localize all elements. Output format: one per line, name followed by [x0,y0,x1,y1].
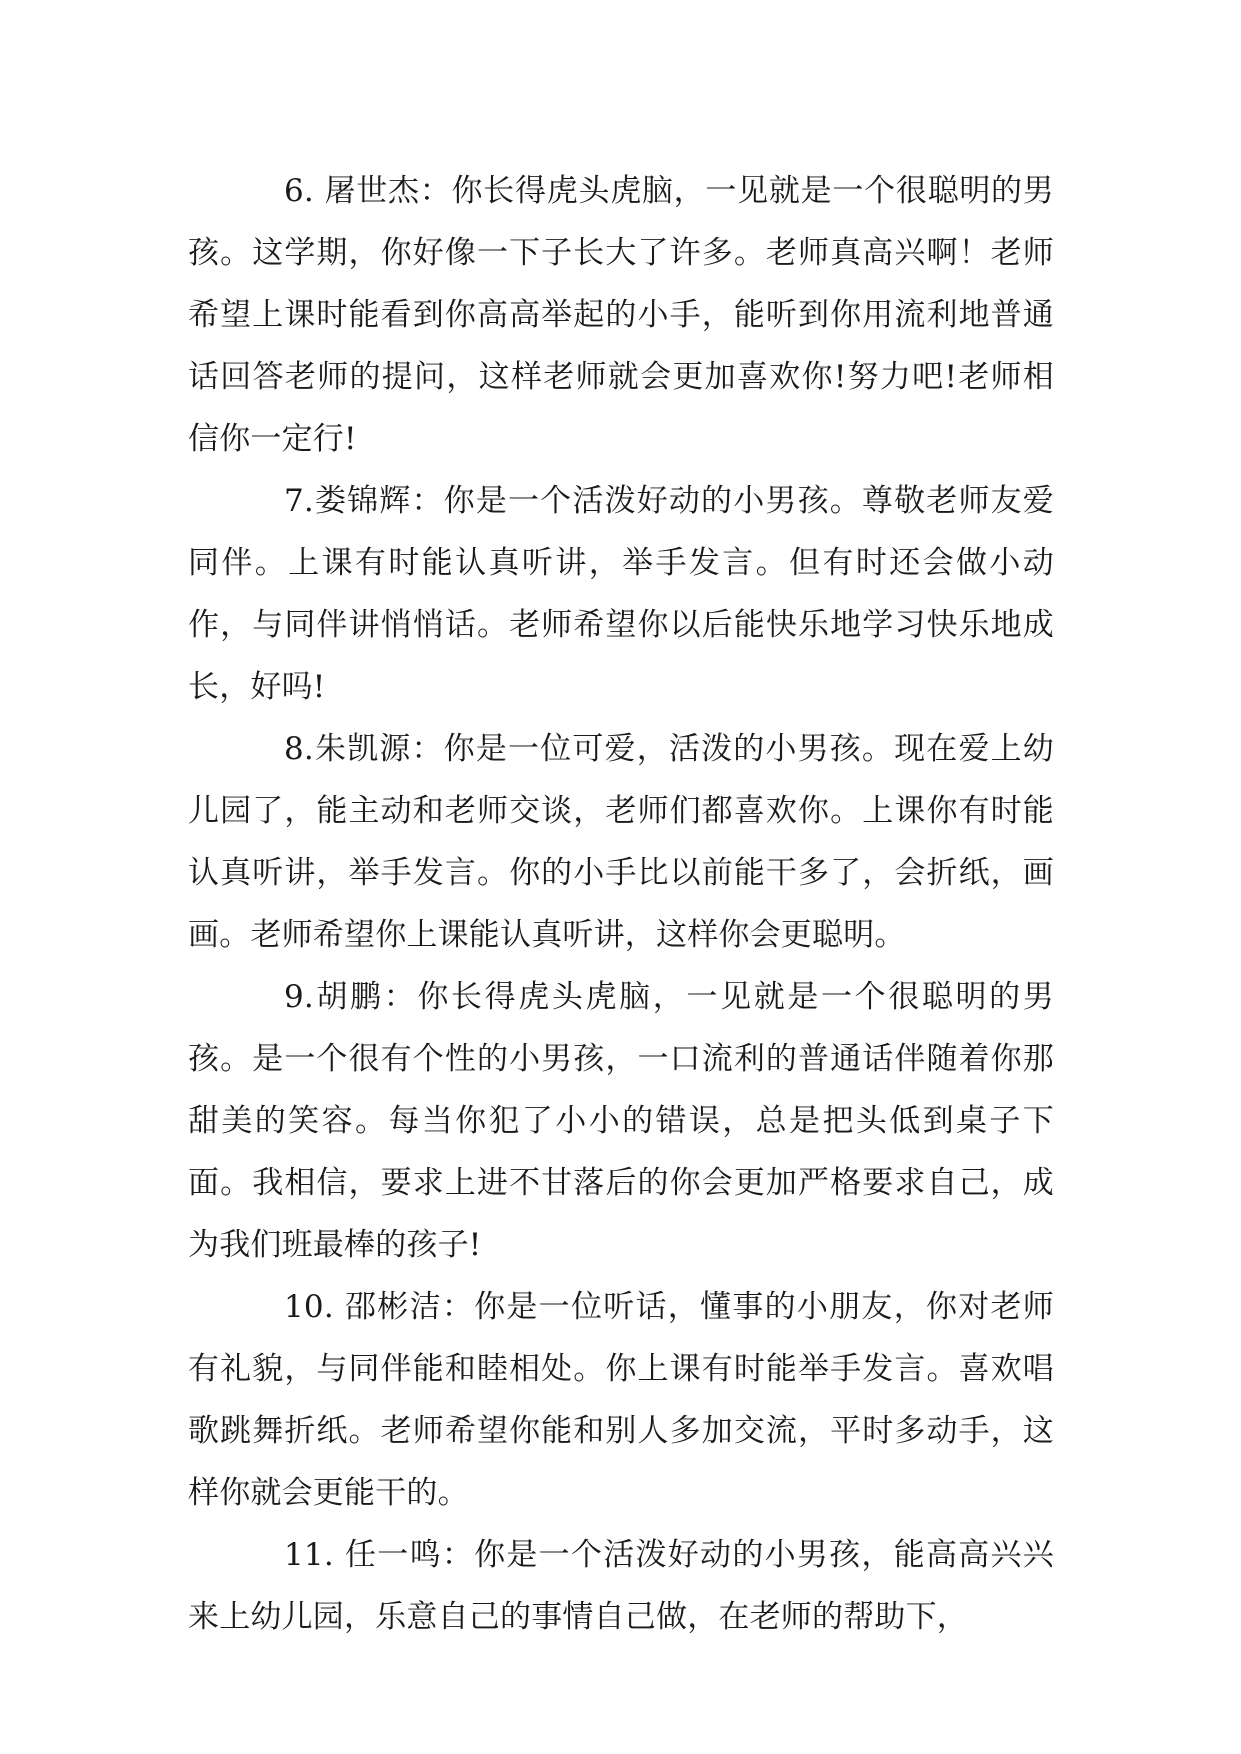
document-body [188,160,1054,1648]
paragraph-11-ren-yiming: 11. 任一鸣：你是一个活泼好动的小男孩，能高高兴兴来上幼儿园，乐意自己的事情自己做，在老师的帮助下， [188,1537,1054,1635]
paragraph-9-hu-peng: 9.胡鹏：你长得虎头虎脑，一见就是一个很聪明的男孩。是一个很有个性的小男孩，一口流利的普通话伴随着你那甜美的笑容。每当你犯了小小的错误，总是把头低到桌子下面。我相信，要求上进不甘落后的你会更加严格要求自己，成为我们班最棒的孩子! [188,979,1054,1263]
paragraph-10-shao-binjie: 10. 邵彬洁：你是一位听话，懂事的小朋友，你对老师有礼貌，与同伴能和睦相处。你上课有时能举手发言。喜欢唱歌跳舞折纸。老师希望你能和别人多加交流，平时多动手，这样你就会更能干的。 [188,1289,1054,1511]
paragraph-6-tu-shijie: 6. 屠世杰：你长得虎头虎脑，一见就是一个很聪明的男孩。这学期，你好像一下子长大了许多。老师真高兴啊！老师希望上课时能看到你高高举起的小手，能听到你用流利地普通话回答老师的提问，这样老师就会更加喜欢你!努力吧!老师相信你一定行! [188,173,1054,457]
paragraph-7-lou-jinhui: 7.娄锦辉：你是一个活泼好动的小男孩。尊敬老师友爱同伴。上课有时能认真听讲，举手发言。但有时还会做小动作，与同伴讲悄悄话。老师希望你以后能快乐地学习快乐地成长，好吗! [188,483,1054,705]
paragraph-8-zhu-kaiyuan: 8.朱凯源：你是一位可爱，活泼的小男孩。现在爱上幼儿园了，能主动和老师交谈，老师们都喜欢你。上课你有时能认真听讲，举手发言。你的小手比以前能干多了，会折纸，画画。老师希望你上课能认真听讲，这样你会更聪明。 [188,731,1054,953]
